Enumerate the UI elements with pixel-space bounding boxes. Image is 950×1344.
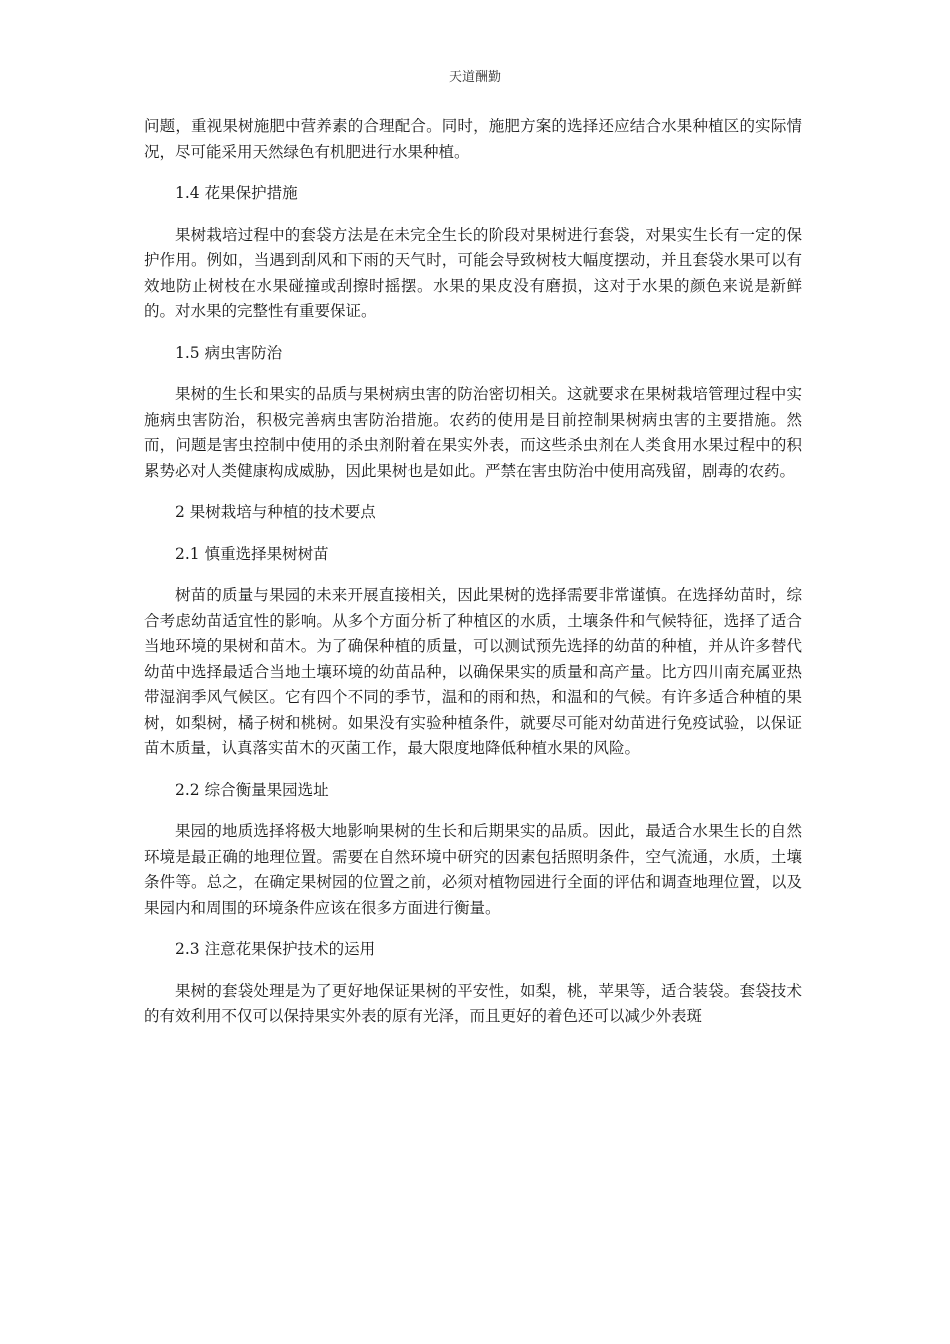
- section-heading-2-3: 2.3 注意花果保护技术的运用: [175, 940, 376, 958]
- paragraph-1-4: 果树栽培过程中的套袋方法是在未完全生长的阶段对果树进行套袋，对果实生长有一定的保护作用。例如，当遇到刮风和下雨的天气时，可能会导致树枝大幅度摆动，并且套袋水果可以有效地防止树枝在水果碰撞或刮擦时摇摆。水果的果皮没有磨损，这对于水果的颜色来说是新鲜的。对水果的完整性有重要保证。: [144, 225, 802, 320]
- section-heading-1-5: 1.5 病虫害防治: [175, 343, 283, 362]
- section-heading-2: 2 果树栽培与种植的技术要点: [175, 503, 376, 521]
- paragraph-continued: 问题，重视果树施肥中营养素的合理配合。同时，施肥方案的选择还应结合水果种植区的实际情况，尽可能采用天然绿色有机肥进行水果种植。: [144, 117, 802, 161]
- running-header: 天道酬勤: [448, 70, 501, 85]
- section-heading-2-2: 2.2 综合衡量果园选址: [175, 780, 329, 799]
- section-heading-2-1: 2.1 慎重选择果树树苗: [175, 544, 329, 563]
- paragraph-2-3: 果树的套袋处理是为了更好地保证果树的平安性，如梨，桃，苹果等，适合装袋。套袋技术的有效利用不仅可以保持果实外表的原有光泽，而且更好的着色还可以减少外表斑: [144, 981, 802, 1025]
- section-heading-1-4: 1.4 花果保护措施: [175, 184, 298, 202]
- paragraph-1-5: 果树的生长和果实的品质与果树病虫害的防治密切相关。这就要求在果树栽培管理过程中实施病虫害防治，积极完善病虫害防治措施。农药的使用是目前控制果树病虫害的主要措施。然而，问题是害虫控制中使用的杀虫剂附着在果实外表，而这些杀虫剂在人类食用水果过程中的积累势必对人类健康构成威胁，因此果树也是如此。严禁在害虫防治中使用高残留，剧毒的农药。: [144, 385, 802, 480]
- paragraph-2-1: 树苗的质量与果园的未来开展直接相关，因此果树的选择需要非常谨慎。在选择幼苗时，综合考虑幼苗适宜性的影响。从多个方面分析了种植区的水质，土壤条件和气候特征，选择了适合当地环境的果树和苗木。为了确保种植的质量，可以测试预先选择的幼苗的种植，并从许多替代幼苗中选择最适合当地土壤环境的幼苗品种，以确保果实的质量和高产量。比方四川南充属亚热带湿润季风气候区。它有四个不同的季节，温和的雨和热，和温和的气候。有许多适合种植的果树，如梨树，橘子树和桃树。如果没有实验种植条件，就要尽可能对幼苗进行免疫试验，以保证苗木质量，认真落实苗木的灭菌工作，最大限度地降低种植水果的风险。: [144, 586, 802, 757]
- paragraph-2-2: 果园的地质选择将极大地影响果树的生长和后期果实的品质。因此，最适合水果生长的自然环境是最正确的地理位置。需要在自然环境中研究的因素包括照明条件，空气流通，水质，土壤条件等。总之，在确定果树园的位置之前，必须对植物园进行全面的评估和调查地理位置，以及果园内和周围的环境条件应该在很多方面进行衡量。: [144, 822, 802, 917]
- document-body: [144, 114, 802, 1046]
